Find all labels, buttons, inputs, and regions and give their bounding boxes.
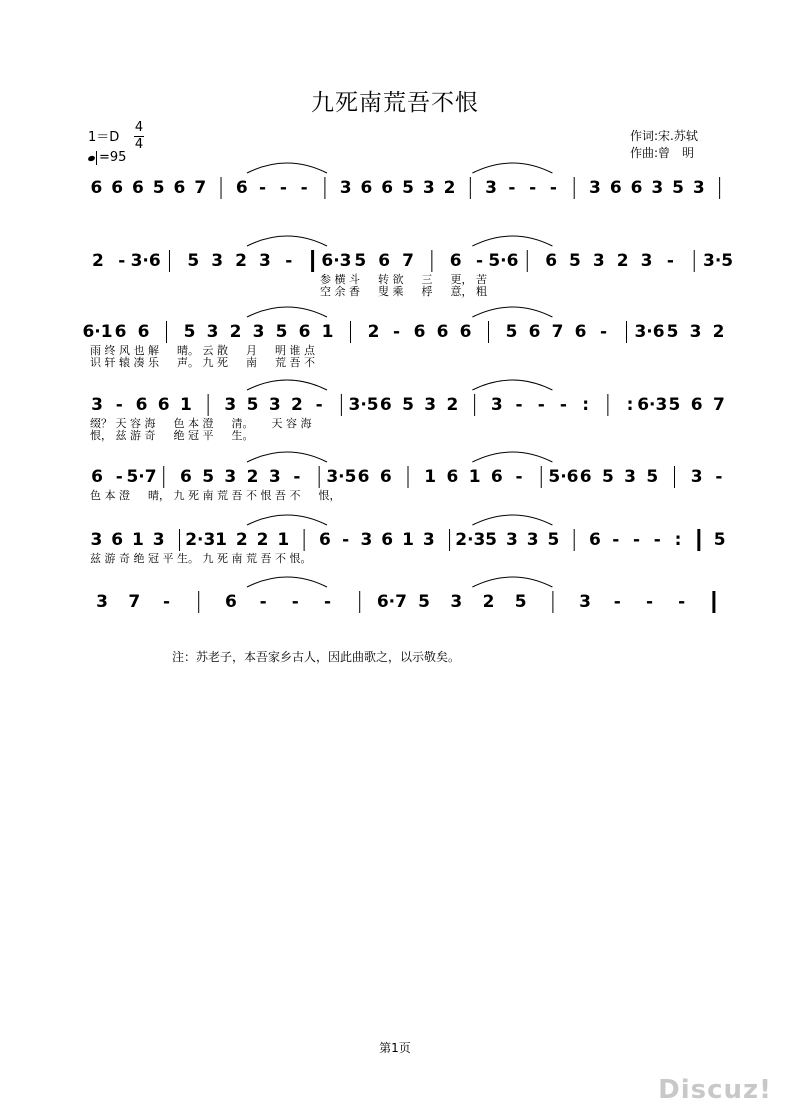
jianpu-note: - <box>549 178 557 198</box>
jianpu-note: - <box>259 592 267 612</box>
jianpu-note: 5 <box>152 178 165 198</box>
jianpu-note: 3 <box>90 530 103 550</box>
jianpu-note: 6 <box>224 592 237 612</box>
jianpu-note: 6 <box>379 467 392 487</box>
jianpu-note: 3·6 <box>130 251 161 271</box>
jianpu-note: 3 <box>690 467 703 487</box>
lyric-line: 色 本 澄 晴， 九 死 南 荒 吾 不 恨 吾 不 恨， <box>90 489 341 502</box>
jianpu-note: 5 <box>601 467 614 487</box>
jianpu-note: 1 <box>424 467 437 487</box>
jianpu-note: 3 <box>579 592 592 612</box>
jianpu-note: 5 <box>402 178 414 198</box>
jianpu-note: 2 <box>482 592 495 612</box>
slur-arc <box>247 452 327 462</box>
composer-credit: 作曲:曾 明 <box>630 146 695 160</box>
jianpu-note: - <box>300 178 308 198</box>
jianpu-note: 1 <box>402 530 414 550</box>
jianpu-note: 3 <box>450 592 463 612</box>
slur-arc <box>247 236 327 246</box>
jianpu-note: 2 <box>229 322 242 342</box>
jianpu-note: - <box>508 178 516 198</box>
score-row <box>82 307 724 369</box>
jianpu-note: - <box>293 467 301 487</box>
jianpu-note: 3 <box>268 467 281 487</box>
jianpu-note: 1 <box>468 467 481 487</box>
jianpu-note: 2 <box>712 322 725 342</box>
jianpu-note: 6 <box>90 178 103 198</box>
discuz-watermark: Discuz! <box>658 1075 772 1105</box>
jianpu-note: 3 <box>485 178 498 198</box>
jianpu-note: 6 <box>298 322 311 342</box>
jianpu-note: 6 <box>357 467 370 487</box>
jianpu-note: 5 <box>505 322 518 342</box>
jianpu-note: 5 <box>485 530 498 550</box>
jianpu-note: 3 <box>91 395 104 415</box>
jianpu-note: - <box>653 530 661 550</box>
jianpu-note: 5·6 <box>488 251 519 271</box>
jianpu-note: 5 <box>275 322 288 342</box>
jianpu-note: 3·6 <box>634 322 665 342</box>
jianpu-note: 6 <box>579 467 592 487</box>
lyricist-credit: 作词:宋.苏轼 <box>630 129 698 143</box>
jianpu-note: 7 <box>551 322 564 342</box>
jianpu-note: - <box>632 530 641 550</box>
jianpu-note: 2 <box>256 530 269 550</box>
slur-arc <box>472 307 552 317</box>
jianpu-note: 5 <box>246 395 259 415</box>
jianpu-note: - <box>162 592 171 612</box>
jianpu-note: 3 <box>152 530 165 550</box>
jianpu-note: 6 <box>436 322 449 342</box>
jianpu-note: 2 <box>246 467 259 487</box>
jianpu-note: 1 <box>215 530 227 550</box>
jianpu-note: 2 <box>367 322 380 342</box>
lyric-line: 雨 终 风 也 解 晴。 云 散 月 明 谁 点 <box>90 344 315 357</box>
jianpu-note: 6·3 <box>321 251 352 271</box>
jianpu-note: 6 <box>609 178 622 198</box>
jianpu-note: 6 <box>91 467 104 487</box>
jianpu-note: - <box>392 322 401 342</box>
jianpu-note: 6 <box>528 322 541 342</box>
jianpu-note: - <box>645 592 654 612</box>
jianpu-note: 6 <box>381 178 394 198</box>
jianpu-note: 3 <box>692 178 705 198</box>
score-row <box>96 577 714 613</box>
jianpu-note: 2 <box>92 251 104 271</box>
jianpu-note: 5 <box>354 251 367 271</box>
jianpu-note: 6·3 <box>637 395 668 415</box>
score-row <box>90 452 722 502</box>
jianpu-note: 5 <box>183 322 196 342</box>
score-row <box>92 236 733 298</box>
time-signature-top: 4 <box>134 120 144 135</box>
jianpu-note: - <box>599 322 608 342</box>
jianpu-note: 1 <box>277 530 290 550</box>
jianpu-note: - <box>279 178 287 198</box>
jianpu-note: - <box>323 592 332 612</box>
jianpu-note: - <box>537 395 545 415</box>
slur-arc <box>472 236 552 246</box>
jianpu-note: 3 <box>268 395 281 415</box>
jianpu-note: - <box>115 395 123 415</box>
jianpu-note: 2 <box>235 251 247 271</box>
jianpu-note: 2 <box>443 178 456 198</box>
slur-arc <box>247 380 327 390</box>
slur-arc <box>247 163 327 173</box>
jianpu-note: - <box>291 592 299 612</box>
jianpu-note: 5 <box>514 592 527 612</box>
jianpu-note: - <box>559 395 567 415</box>
jianpu-note: - <box>612 530 620 550</box>
jianpu-note: 3·5 <box>703 251 734 271</box>
lyric-line: 恨， 兹 游 奇 绝 冠 平 生。 <box>90 429 254 442</box>
jianpu-note: 3 <box>651 178 664 198</box>
jianpu-note: 6 <box>318 530 331 550</box>
jianpu-note: - <box>118 251 126 271</box>
jianpu-note: 6 <box>157 395 170 415</box>
jianpu-note: 3 <box>224 467 237 487</box>
jianpu-note: 6 <box>132 178 144 198</box>
jianpu-note: 3 <box>422 178 435 198</box>
jianpu-note: 3·5 <box>326 467 357 487</box>
jianpu-note: 7 <box>712 395 725 415</box>
key-signature: 1＝D <box>88 130 120 145</box>
jianpu-note: 2·3 <box>455 530 486 550</box>
slur-arc <box>472 163 552 173</box>
jianpu-note: 5 <box>402 395 414 415</box>
jianpu-note: 2 <box>616 251 629 271</box>
jianpu-note: - <box>529 178 537 198</box>
jianpu-note: 5 <box>713 530 726 550</box>
jianpu-note: 6 <box>137 322 150 342</box>
jianpu-note: 3 <box>640 251 653 271</box>
jianpu-note: - <box>315 395 323 415</box>
jianpu-note: - <box>285 251 293 271</box>
jianpu-note: 6 <box>114 322 127 342</box>
jianpu-note: - <box>476 251 484 271</box>
song-title: 九死南荒吾不恨 <box>311 90 479 116</box>
jianpu-note: - <box>613 592 621 612</box>
jianpu-note: - <box>515 467 523 487</box>
jianpu-note: 3 <box>339 178 352 198</box>
slur-arc <box>247 577 327 587</box>
slur-arc <box>247 307 327 317</box>
lyric-line: 识 轩 辕 凑 乐 声。 九 死 南 荒 吾 不 <box>90 356 315 369</box>
jianpu-note: 2 <box>446 395 459 415</box>
jianpu-note: - <box>666 251 674 271</box>
jianpu-note: 5 <box>187 251 200 271</box>
jianpu-note: 5 <box>672 178 684 198</box>
jianpu-note: 7 <box>128 592 141 612</box>
jianpu-note: - <box>715 467 723 487</box>
score-row <box>90 380 725 442</box>
slur-arc <box>247 515 327 525</box>
jianpu-note: 6·7 <box>376 592 407 612</box>
jianpu-note: 6 <box>490 467 503 487</box>
jianpu-note: 3 <box>224 395 237 415</box>
jianpu-note: 6 <box>379 395 392 415</box>
jianpu-note: 6 <box>630 178 643 198</box>
jianpu-note: 6 <box>381 530 394 550</box>
jianpu-note: 6 <box>545 251 558 271</box>
jianpu-note: 5 <box>646 467 659 487</box>
jianpu-note: 5 <box>668 395 681 415</box>
footnote: 注：苏老子，本吾家乡古人，因此曲歌之，以示敬矣。 <box>172 650 461 664</box>
score-row <box>90 515 726 565</box>
jianpu-note: 3 <box>206 322 219 342</box>
lyric-line: 兹 游 奇 绝 冠 平 生。 九 死 南 荒 吾 不 恨。 <box>90 552 312 565</box>
jianpu-note: 1 <box>321 322 334 342</box>
jianpu-note: 6 <box>360 178 373 198</box>
jianpu-note: 3 <box>424 395 437 415</box>
jianpu-note: 3 <box>624 467 636 487</box>
jianpu-note: 5 <box>202 467 215 487</box>
slur-arc <box>472 452 552 462</box>
jianpu-note: 3 <box>422 530 435 550</box>
jianpu-note: - <box>678 592 686 612</box>
slur-arc <box>472 577 552 587</box>
jianpu-note: 3 <box>360 530 373 550</box>
jianpu-note: 6 <box>413 322 426 342</box>
jianpu-note: 5 <box>547 530 560 550</box>
jianpu-note: 5 <box>418 592 431 612</box>
jianpu-note: 1 <box>180 395 192 415</box>
jianpu-note: 3 <box>689 322 702 342</box>
jianpu-note: 6 <box>690 395 703 415</box>
jianpu-note: 6 <box>235 178 248 198</box>
tempo-value: =95 <box>99 150 127 165</box>
lyric-line: 参 横 斗 转 欲 三 更， 苦 <box>320 273 487 286</box>
jianpu-note: - <box>115 467 123 487</box>
jianpu-note: 3 <box>505 530 518 550</box>
jianpu-note: 1 <box>132 530 144 550</box>
jianpu-note: - <box>259 178 267 198</box>
jianpu-note: : <box>626 395 634 415</box>
jianpu-note: 3 <box>96 592 109 612</box>
jianpu-note: : <box>674 530 682 550</box>
jianpu-note: 6·1 <box>82 322 113 342</box>
jianpu-note: 2·3 <box>185 530 216 550</box>
jianpu-note: 3 <box>589 178 601 198</box>
jianpu-note: 5 <box>666 322 679 342</box>
jianpu-note: : <box>582 395 590 415</box>
jianpu-note: - <box>342 530 350 550</box>
lyric-line: 缀？ 天 容 海 色 本 澄 清。 天 容 海 <box>90 417 312 430</box>
jianpu-note: 7 <box>402 251 414 271</box>
jianpu-note: 3 <box>592 251 605 271</box>
jianpu-note: 3·5 <box>348 395 379 415</box>
jianpu-note: 5·6 <box>548 467 579 487</box>
lyric-line: 空 余 香 叟 乘 桴 意， 粗 <box>320 285 487 298</box>
jianpu-note: 6 <box>574 322 587 342</box>
time-signature-bottom: 4 <box>134 137 144 152</box>
jianpu-note: 3 <box>211 251 224 271</box>
jianpu-note: 6 <box>446 467 459 487</box>
jianpu-note: 6 <box>378 251 391 271</box>
jianpu-note: 6 <box>135 395 148 415</box>
score-row <box>90 163 719 199</box>
jianpu-note: 3 <box>258 251 271 271</box>
jianpu-note: 6 <box>173 178 186 198</box>
jianpu-note: 6 <box>589 530 601 550</box>
jianpu-note: 3 <box>252 322 265 342</box>
jianpu-note: 2 <box>235 530 248 550</box>
slur-arc <box>472 380 552 390</box>
jianpu-note: - <box>515 395 523 415</box>
page-number: 第1页 <box>379 1041 411 1055</box>
jianpu-note: 6 <box>459 322 472 342</box>
jianpu-note: 6 <box>449 251 462 271</box>
jianpu-note: 5·7 <box>126 467 157 487</box>
jianpu-note: 5 <box>569 251 581 271</box>
jianpu-note: 6 <box>111 178 124 198</box>
jianpu-note: 2 <box>291 395 303 415</box>
jianpu-note: 3 <box>526 530 539 550</box>
jianpu-note: 3 <box>490 395 503 415</box>
jianpu-note: 6 <box>111 530 124 550</box>
jianpu-note: 6 <box>180 467 192 487</box>
slur-arc <box>472 515 552 525</box>
jianpu-note: 7 <box>194 178 207 198</box>
